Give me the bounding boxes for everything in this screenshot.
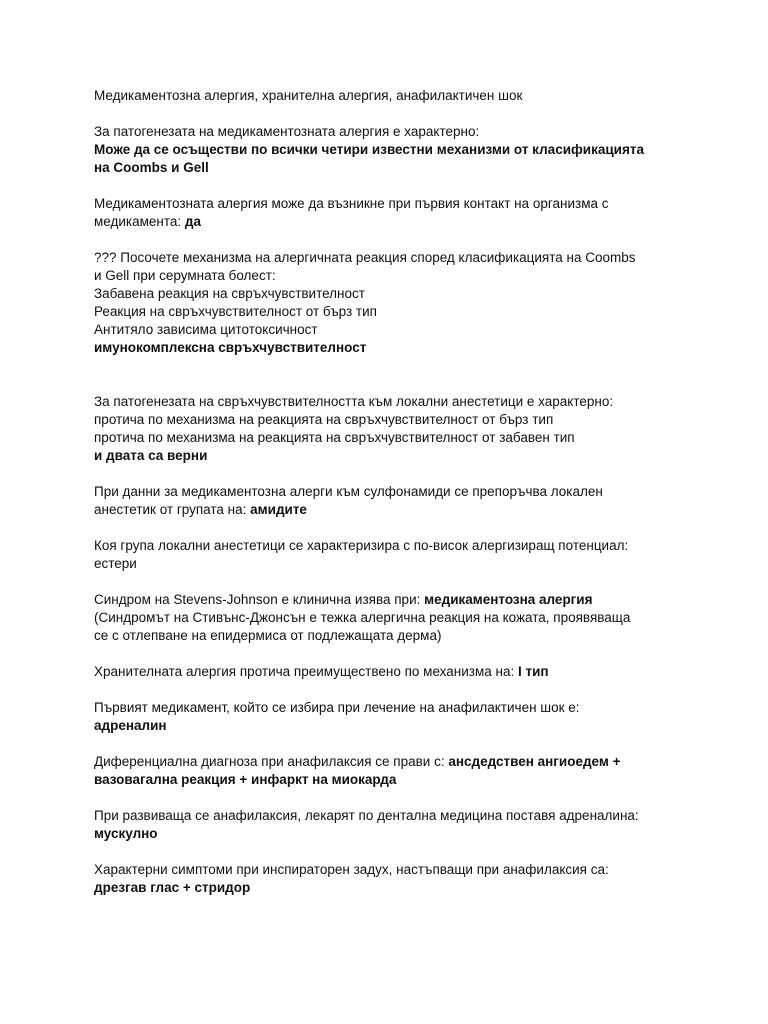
document-title: Медикаментозна алергия, хранителна алергия, анафилактичен шок xyxy=(94,88,523,103)
q7-note-line1: (Синдромът на Стивънс-Джонсън е тежка алергична реакция на кожата, проявяваща xyxy=(94,610,631,625)
q3-option-3: Антитяло зависима цитотоксичност xyxy=(94,322,318,337)
q3-answer: имунокомплексна свръхчувствителност xyxy=(94,340,367,355)
q7-note-line2: се с отлепване на епидермиса от подлежащата дерма) xyxy=(94,628,442,643)
q10-line1-text: Диференциална диагноза при анафилаксия се прави с: xyxy=(94,754,449,769)
q10-answer-line1: ансдедствен ангиоедем + xyxy=(448,754,621,769)
q8-answer: I тип xyxy=(517,664,549,679)
q7-answer: медикаментозна алергия xyxy=(424,592,593,607)
q1-answer-line2: на Coombs и Gell xyxy=(94,160,209,175)
q4-question: За патогенезата на свръхчувствителността към локални анестетици е характерно: xyxy=(94,394,614,409)
q3-line1: ??? Посочете механизма на алергичната реакция според класификацията на Coombs xyxy=(94,250,636,265)
q10-answer-line2: вазовагална реакция + инфаркт на миокарда xyxy=(94,772,397,787)
q12-question: Характерни симптоми при инспираторен задух, настъпващи при анафилаксия са: xyxy=(94,862,609,877)
q8-line1 xyxy=(94,663,684,681)
q4-option-2: протича по механизма на реакцията на свръхчувствителност от забавен тип xyxy=(94,430,575,445)
q7-line1-text: Синдром на Stevens-Johnson е клинична изява при: xyxy=(94,592,425,607)
q5-line1: При данни за медикаментозна алерги към сулфонамиди се препоръчва локален xyxy=(94,484,603,499)
q11-answer: мускулно xyxy=(94,826,158,841)
q5-answer: амидите xyxy=(250,502,307,517)
q6-question: Коя група локални анестетици се характеризира с по-висок алергизиращ потенциал: xyxy=(94,538,629,553)
q9-question: Първият медикамент, който се избира при лечение на анафилактичен шок е: xyxy=(94,700,580,715)
q7-line1 xyxy=(94,591,684,609)
q4-option-1: протича по механизма на реакцията на свръхчувствителност от бърз тип xyxy=(94,412,554,427)
q4-answer: и двата са верни xyxy=(94,448,208,463)
q2-line1: Медикаментозната алергия може да възникне при първия контакт на организма с xyxy=(94,196,609,211)
document-page xyxy=(94,87,684,897)
q12-answer: дрезгав глас + стридор xyxy=(94,880,251,895)
q3-option-1: Забавена реакция на свръхчувствителност xyxy=(94,286,365,301)
q2-line2-text: медикамента: xyxy=(94,214,185,229)
q9-answer: адреналин xyxy=(94,718,167,733)
q3-option-2: Реакция на свръхчувствителност от бърз тип xyxy=(94,304,377,319)
q5-line2-text: анестетик от групата на: xyxy=(94,502,251,517)
q8-line1-text: Хранителната алергия протича преимуществено по механизма на: xyxy=(94,664,518,679)
q6-answer: естери xyxy=(94,556,137,571)
q10-line1 xyxy=(94,753,684,771)
q1-question: За патогенезата на медикаментозната алергия е характерно: xyxy=(94,124,480,139)
q3-line2: и Gell при серумната болест: xyxy=(94,268,276,283)
q1-answer-line1: Може да се осъществи по всички четири известни механизми от класификацията xyxy=(94,142,644,157)
q2-answer: да xyxy=(184,214,201,229)
q2-line2 xyxy=(94,213,684,231)
q11-question: При развиваща се анафилаксия, лекарят по дентална медицина поставя адреналина: xyxy=(94,808,639,823)
q5-line2 xyxy=(94,501,684,519)
